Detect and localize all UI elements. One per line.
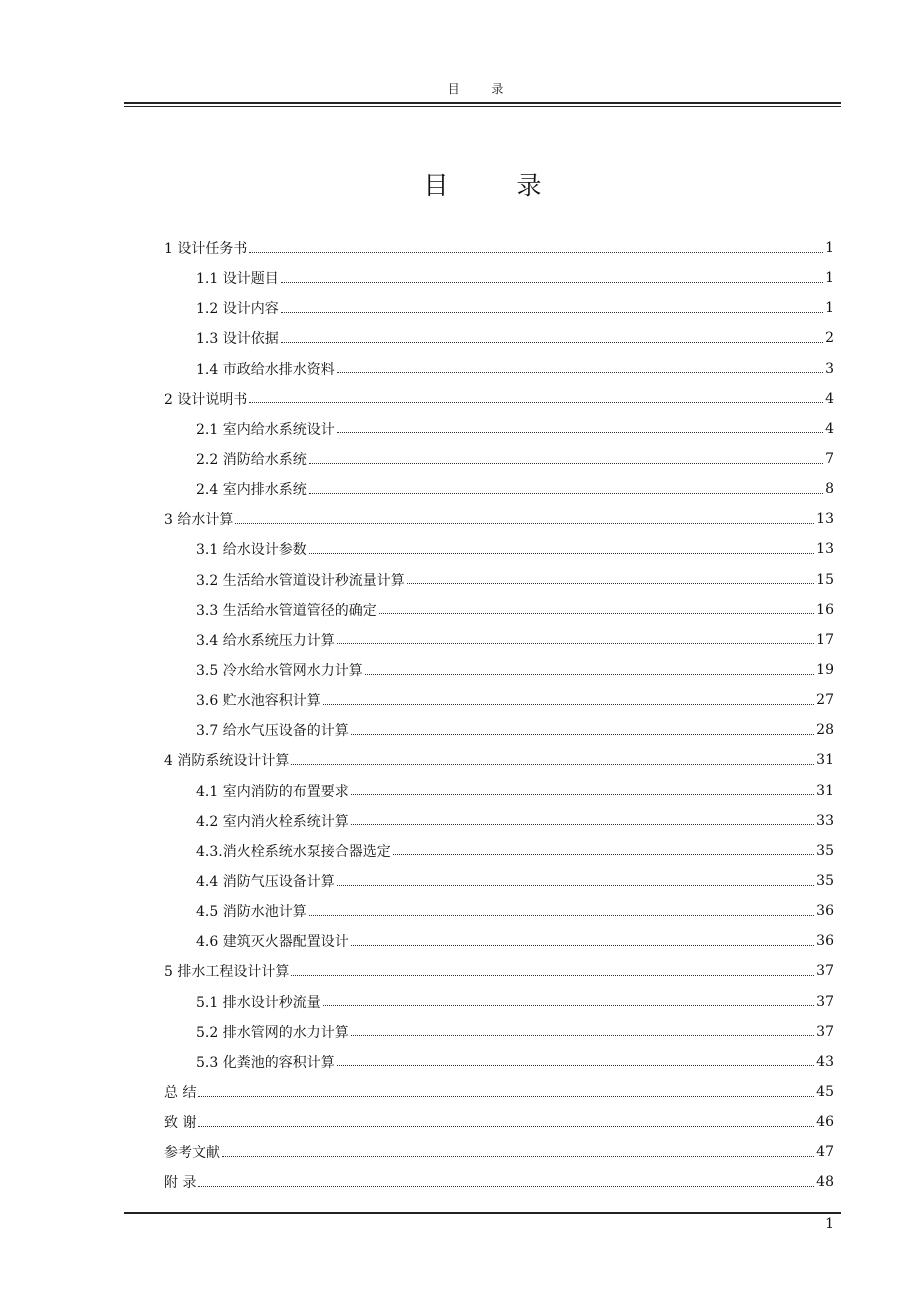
toc-entry-label: 2.1 室内给水系统设计: [196, 421, 335, 438]
toc-entry-page: 46: [816, 1114, 834, 1131]
toc-entry-page: 37: [816, 963, 834, 980]
toc-dot-leader: [351, 945, 814, 946]
toc-entry-label: 致 谢: [164, 1115, 197, 1132]
toc-dot-leader: [198, 1186, 814, 1187]
toc-dot-leader: [309, 915, 814, 916]
toc-entry-label: 4.3.消火栓系统水泵接合器选定: [196, 843, 391, 860]
toc-entry-page: 31: [816, 782, 834, 799]
toc-entry-page: 4: [825, 390, 834, 407]
toc-entry-label: 4.6 建筑灭火器配置设计: [196, 934, 349, 951]
toc-dot-leader: [309, 553, 814, 554]
toc-dot-leader: [235, 523, 814, 524]
toc-entry-label: 参考文献: [164, 1145, 220, 1162]
toc-entry[interactable]: [164, 595, 834, 625]
toc-entry[interactable]: [164, 745, 834, 775]
toc-entry[interactable]: [164, 293, 834, 323]
toc-entry-page: 7: [825, 451, 834, 468]
toc-entry-label: 2.4 室内排水系统: [196, 482, 307, 499]
toc-entry[interactable]: [164, 836, 834, 866]
toc-dot-leader: [323, 704, 814, 705]
toc-entry-page: 13: [816, 541, 834, 558]
header-rule-thin: [124, 106, 841, 107]
toc-entry-label: 2 设计说明书: [164, 391, 248, 408]
toc-dot-leader: [281, 342, 823, 343]
toc-entry-label: 4 消防系统设计计算: [164, 753, 290, 770]
toc-dot-leader: [249, 252, 823, 253]
toc-dot-leader: [198, 1126, 814, 1127]
toc-entry-label: 5 排水工程设计计算: [164, 964, 290, 981]
toc-dot-leader: [351, 824, 814, 825]
toc-entry-page: 47: [816, 1144, 834, 1161]
toc-entry-page: 36: [816, 903, 834, 920]
toc-entry[interactable]: [164, 534, 834, 564]
toc-entry-page: 17: [816, 631, 834, 648]
toc-entry-label: 附 录: [164, 1175, 197, 1192]
toc-entry-label: 3.4 给水系统压力计算: [196, 632, 335, 649]
toc-entry[interactable]: [164, 565, 834, 595]
toc-entry[interactable]: [164, 987, 834, 1017]
toc-entry[interactable]: [164, 1077, 834, 1107]
toc-entry[interactable]: [164, 1047, 834, 1077]
toc-dot-leader: [337, 1065, 814, 1066]
toc-entry-page: 15: [816, 571, 834, 588]
toc-entry[interactable]: [164, 504, 834, 534]
toc-entry-label: 3.7 给水气压设备的计算: [196, 723, 349, 740]
page-title: 目 录: [423, 171, 572, 200]
toc-dot-leader: [249, 402, 823, 403]
toc-entry[interactable]: [164, 263, 834, 293]
toc-entry-page: 16: [816, 601, 834, 618]
toc-entry-page: 19: [816, 662, 834, 679]
toc-dot-leader: [365, 674, 814, 675]
toc-dot-leader: [309, 463, 823, 464]
toc-dot-leader: [198, 1096, 814, 1097]
toc-entry[interactable]: [164, 866, 834, 896]
toc-entry-label: 3.3 生活给水管道管径的确定: [196, 602, 377, 619]
toc-entry-label: 4.4 消防气压设备计算: [196, 874, 335, 891]
toc-entry[interactable]: [164, 444, 834, 474]
table-of-contents: [164, 233, 834, 1198]
toc-entry-label: 5.1 排水设计秒流量: [196, 994, 321, 1011]
toc-dot-leader: [281, 312, 823, 313]
toc-entry[interactable]: [164, 655, 834, 685]
toc-dot-leader: [281, 282, 823, 283]
toc-entry[interactable]: [164, 715, 834, 745]
toc-entry-page: 3: [825, 360, 834, 377]
toc-entry[interactable]: [164, 896, 834, 926]
toc-dot-leader: [337, 432, 823, 433]
toc-entry-page: 1: [825, 240, 834, 257]
toc-entry-page: 35: [816, 873, 834, 890]
page-number: 1: [825, 1216, 834, 1232]
toc-dot-leader: [222, 1156, 814, 1157]
toc-entry-page: 4: [825, 420, 834, 437]
toc-dot-leader: [337, 643, 814, 644]
toc-entry-label: 1.3 设计依据: [196, 331, 279, 348]
toc-dot-leader: [337, 372, 823, 373]
toc-entry[interactable]: [164, 1017, 834, 1047]
toc-entry[interactable]: [164, 1167, 834, 1197]
toc-entry-label: 3.5 冷水给水管网水力计算: [196, 663, 363, 680]
toc-dot-leader: [351, 1035, 814, 1036]
toc-entry-label: 3 给水计算: [164, 512, 234, 529]
toc-entry[interactable]: [164, 474, 834, 504]
toc-entry-label: 5.2 排水管网的水力计算: [196, 1024, 349, 1041]
toc-entry[interactable]: [164, 384, 834, 414]
toc-entry-label: 4.1 室内消防的布置要求: [196, 783, 349, 800]
toc-entry-label: 3.2 生活给水管道设计秒流量计算: [196, 572, 405, 589]
toc-entry-label: 3.6 贮水池容积计算: [196, 693, 321, 710]
toc-entry[interactable]: [164, 685, 834, 715]
header-rule-thick: [124, 102, 841, 104]
toc-dot-leader: [379, 613, 814, 614]
toc-dot-leader: [337, 885, 814, 886]
toc-entry-page: 33: [816, 812, 834, 829]
toc-entry-page: 1: [825, 300, 834, 317]
toc-entry-page: 45: [816, 1084, 834, 1100]
toc-entry[interactable]: [164, 1107, 834, 1137]
toc-entry[interactable]: [164, 354, 834, 384]
toc-entry-label: 3.1 给水设计参数: [196, 542, 307, 559]
toc-entry-label: 5.3 化粪池的容积计算: [196, 1054, 335, 1071]
toc-entry-page: 37: [816, 1023, 834, 1040]
toc-entry-label: 2.2 消防给水系统: [196, 452, 307, 469]
toc-dot-leader: [351, 734, 814, 735]
toc-entry-page: 37: [816, 993, 834, 1010]
toc-entry-label: 1.1 设计题目: [196, 271, 279, 288]
toc-entry-page: 27: [816, 692, 834, 709]
toc-entry-page: 48: [816, 1174, 834, 1191]
toc-entry-page: 8: [825, 481, 834, 498]
toc-entry-page: 36: [816, 933, 834, 950]
toc-dot-leader: [291, 975, 814, 976]
running-header: 目 录: [447, 82, 518, 96]
toc-entry[interactable]: [164, 233, 834, 263]
toc-entry-label: 总 结: [164, 1085, 197, 1101]
toc-entry-page: 13: [816, 511, 834, 528]
toc-entry[interactable]: [164, 776, 834, 806]
toc-entry-page: 28: [816, 722, 834, 739]
toc-entry[interactable]: [164, 926, 834, 956]
toc-entry[interactable]: [164, 625, 834, 655]
toc-entry-page: 1: [825, 270, 834, 287]
toc-entry[interactable]: [164, 323, 834, 353]
toc-entry[interactable]: [164, 956, 834, 986]
toc-entry-page: 43: [816, 1053, 834, 1070]
toc-dot-leader: [309, 493, 823, 494]
toc-entry-label: 1.4 市政给水排水资料: [196, 361, 335, 378]
toc-dot-leader: [291, 764, 814, 765]
toc-entry[interactable]: [164, 414, 834, 444]
toc-entry-label: 1.2 设计内容: [196, 301, 279, 318]
toc-entry[interactable]: [164, 806, 834, 836]
toc-entry-label: 4.5 消防水池计算: [196, 904, 307, 921]
toc-entry-page: 35: [816, 842, 834, 859]
footer-rule: [124, 1212, 841, 1214]
toc-dot-leader: [351, 794, 814, 795]
toc-dot-leader: [393, 854, 814, 855]
toc-dot-leader: [407, 583, 814, 584]
toc-entry[interactable]: [164, 1137, 834, 1167]
toc-entry-label: 4.2 室内消火栓系统计算: [196, 813, 349, 830]
toc-entry-label: 1 设计任务书: [164, 241, 248, 258]
toc-dot-leader: [323, 1005, 814, 1006]
toc-entry-page: 31: [816, 752, 834, 769]
toc-entry-page: 2: [825, 330, 834, 347]
